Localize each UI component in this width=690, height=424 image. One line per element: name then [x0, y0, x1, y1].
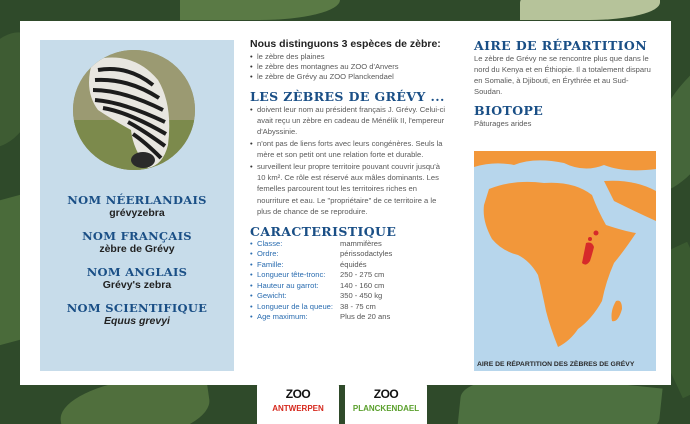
map-caption: AIRE DE RÉPARTITION DES ZÈBRES DE GRÉVY: [474, 358, 656, 371]
species-heading: Nous distinguons 3 espèces de zèbre:: [250, 38, 441, 50]
name-value: Equus grevyi: [104, 315, 170, 327]
biotope-heading: BIOTOPE: [474, 103, 544, 118]
char-value: 250 - 275 cm: [340, 270, 385, 280]
char-row: [250, 249, 450, 260]
name-title: NOM SCIENTIFIQUE: [66, 301, 208, 315]
char-key: • Classe:: [250, 239, 340, 250]
zoo-antwerpen-logo[interactable]: [257, 382, 339, 424]
char-key: • Longueur tête-tronc:: [250, 270, 340, 281]
name-title: NOM ANGLAIS: [86, 265, 188, 279]
distribution-heading: AIRE DE RÉPARTITION: [474, 38, 648, 53]
name-french: [40, 230, 234, 255]
char-key: • Longueur de la queue:: [250, 302, 340, 313]
name-dutch: [40, 194, 234, 219]
char-key: • Ordre:: [250, 249, 340, 260]
char-key: • Gewicht:: [250, 291, 340, 302]
characteristics-table: [250, 239, 450, 323]
name-value: grévyzebra: [109, 207, 165, 219]
char-key: • Hauteur au garrot:: [250, 281, 340, 292]
middle-column: [250, 38, 450, 323]
right-column: [474, 38, 656, 129]
grevy-item: • doivent leur nom au président français J. Grévy. Celui-ci avait reçu un zèbre en cadeau de Ménélik II, l'empereur d'Abyssinie.: [250, 104, 450, 138]
char-row: [250, 239, 450, 250]
characteristics-heading: CARACTERISTIQUE: [250, 223, 397, 239]
char-value: mammifères: [340, 238, 382, 248]
name-english: [40, 266, 234, 291]
logo-wordmark: [345, 387, 427, 400]
grevy-item: • n'ont pas de liens forts avec leurs congénères. Seuls la mère et son petit ont une relation forte et durable.: [250, 138, 450, 161]
char-value: 350 - 450 kg: [340, 291, 383, 301]
char-row: [250, 291, 450, 302]
distribution-map: [474, 151, 656, 371]
char-row: [250, 302, 450, 313]
distribution-text: Le zèbre de Grévy ne se rencontre plus que dans le nord du Kenya et en Éthiopie. Il a totalement disparu en Somalie, à Djibouti, en Érythrée et au Sud-Soudan.: [474, 54, 651, 96]
char-row: [250, 312, 450, 323]
logo-wordmark: [257, 387, 339, 400]
logo-zoo-text: ZOO: [373, 386, 399, 401]
char-row: [250, 270, 450, 281]
char-row: [250, 260, 450, 271]
char-value: équidés: [340, 259, 367, 269]
char-value: 38 - 75 cm: [340, 301, 376, 311]
name-title: NOM FRANÇAIS: [82, 229, 192, 243]
name-title: NOM NÉERLANDAIS: [67, 193, 207, 207]
species-item: • le zèbre des montagnes au ZOO d'Anvers: [250, 62, 450, 72]
name-value: Grévy's zebra: [102, 279, 172, 291]
zebra-photo: [73, 50, 195, 170]
zoo-planckendael-logo[interactable]: [345, 382, 427, 424]
name-value: zèbre de Grévy: [99, 243, 175, 255]
species-item: • le zèbre des plaines: [250, 52, 450, 62]
char-value: 140 - 160 cm: [340, 280, 385, 290]
char-value: périssodactyles: [340, 249, 393, 259]
logo-place: PLANCKENDAEL: [352, 403, 420, 413]
grevy-heading: LES ZÈBRES DE GRÉVY ...: [250, 88, 445, 104]
biotope-text: Pâturages arides: [474, 119, 532, 128]
char-value: Plus de 20 ans: [340, 312, 391, 322]
char-key: • Age maximum:: [250, 312, 340, 323]
grevy-item: • surveillent leur propre territoire pouvant couvrir jusqu'à 10 km². Ce rôle est réservé aux mâles dominants. Les femelles parcourent tout les territoires riches en nourriture et eau. Le "propriétaire" de ce territoire a le plus de chance de se reproduire.: [250, 161, 450, 218]
char-row: [250, 281, 450, 292]
logo-place: ANTWERPEN: [272, 403, 324, 413]
char-key: • Famille:: [250, 260, 340, 271]
name-scientific: [40, 302, 234, 327]
logo-zoo-text: ZOO: [285, 386, 311, 401]
species-item: • le zèbre de Grévy au ZOO Planckendael: [250, 72, 450, 82]
